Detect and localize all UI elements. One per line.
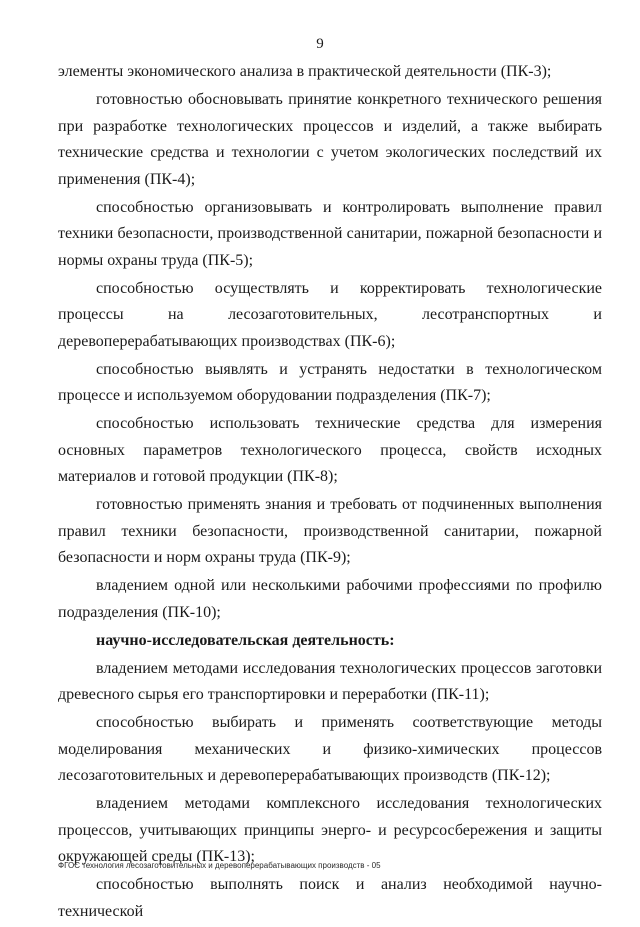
paragraph-pk13: владением методами комплексного исследования технологических процессов, учитывающих принципы энерго- и ресурсосбережения и защиты окружающей среды (ПК-13);	[58, 795, 602, 865]
paragraph-pk3: элементы экономического анализа в практической деятельности (ПК-3);	[58, 63, 552, 80]
paragraph-pk5: способностью организовывать и контролировать выполнение правил техники безопасности, производственной санитарии, пожарной безопасности и нормы охраны труда (ПК-5);	[58, 198, 602, 269]
page-body	[58, 59, 602, 927]
paragraph-continued: способностью выполнять поиск и анализ необходимой научно-технической	[58, 876, 602, 920]
paragraph-pk4: готовностью обосновывать принятие конкретного технического решения при разработке технологических процессов и изделий, а также выбирать технические средства и технологии с учетом экологических последствий их применения (ПК-4);	[58, 91, 602, 188]
page-number: 9	[316, 36, 324, 52]
paragraph-pk6: способностью осуществлять и корректировать технологические процессы на лесозаготовительных, лесотранспортных и деревоперерабатывающих производствах (ПК-6);	[58, 279, 602, 350]
paragraph-pk10: владением одной или несколькими рабочими профессиями по профилю подразделения (ПК-10);	[58, 577, 602, 621]
section-heading-research: научно-исследовательская деятельность:	[96, 631, 395, 649]
paragraph-pk7: способностью выявлять и устранять недостатки в технологическом процессе и используемом оборудовании подразделения (ПК-7);	[58, 360, 602, 404]
paragraph-pk8: способностью использовать технические средства для измерения основных параметров технологического процесса, свойств исходных материалов и готовой продукции (ПК-8);	[58, 415, 602, 485]
paragraph-pk9: готовностью применять знания и требовать от подчиненных выполнения правил техники безопасности, производственной санитарии, пожарной безопасности и норм охраны труда (ПК-9);	[58, 496, 602, 566]
page-footer: ФГОС технология лесозаготовительных и деревоперерабатывающих производств - 05	[58, 861, 381, 870]
paragraph-pk12: способностью выбирать и применять соответствующие методы моделирования механических и физико-химических процессов лесозаготовительных и деревоперерабатывающих производств (ПК-12);	[58, 714, 602, 784]
paragraph-pk11: владением методами исследования технологических процессов заготовки древесного сырья его транспортировки и переработки (ПК-11);	[58, 659, 602, 703]
